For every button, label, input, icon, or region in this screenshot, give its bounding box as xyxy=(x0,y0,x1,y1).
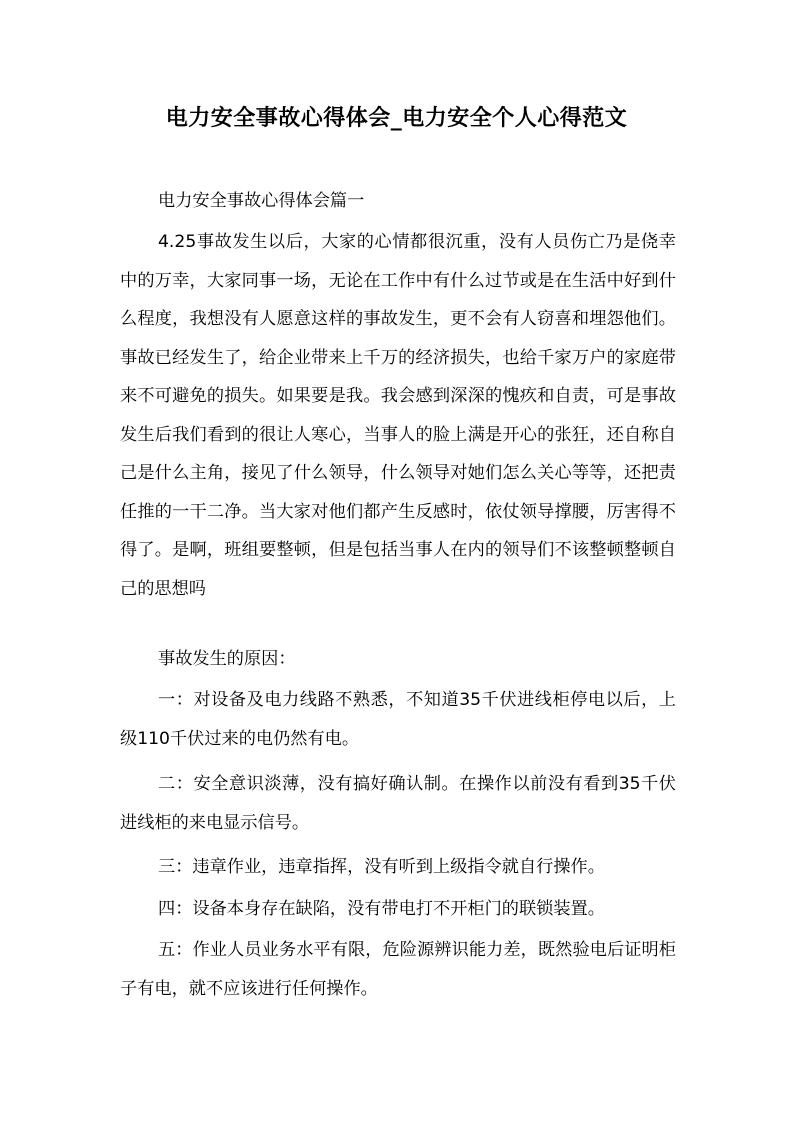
cause-item-3: 三：违章作业，违章指挥，没有听到上级指令就自行操作。 xyxy=(158,857,605,877)
body-paragraph: 4.25事故发生以后，大家的心情都很沉重，没有人员伤亡乃是侥幸中的万幸，大家同事一场，无论在工作中有什么过节或是在生活中好到什么程度，我想没有人愿意这样的事故发生，更不会有人窃喜和埋怨他们。事故已经发生了，给企业带来上千万的经济损失，也给千家万户的家庭带来不可避免的损失。如果要是我。我会感到深深的愧疚和自责，可是事故发生后我们看到的很让人寒心，当事人的脸上满是开心的张狂，还自称自己是什么主角，接见了什么领导，什么领导对她们怎么关心等等，还把责任推的一干二净。当大家对他们都产生反感时，依仗领导撑腰，厉害得不得了。是啊，班组要整顿，但是包括当事人在内的领导们不该整顿整顿自己的思想吗 xyxy=(120,232,676,599)
cause-item-4: 四：设备本身存在缺陷，没有带电打不开柜门的联锁装置。 xyxy=(158,899,605,919)
section-heading: 电力安全事故心得体会篇一 xyxy=(158,191,365,211)
cause-heading: 事故发生的原因： xyxy=(158,649,296,669)
cause-item-1: 一：对设备及电力线路不熟悉，不知道35千伏进线柜停电以后，上级110千伏过来的电仍然有电。 xyxy=(120,690,676,749)
cause-item-2: 二：安全意识淡薄，没有搞好确认制。在操作以前没有看到35千伏进线柜的来电显示信号。 xyxy=(120,774,676,833)
document-title: 电力安全事故心得体会_电力安全个人心得范文 xyxy=(165,106,628,131)
cause-item-5: 五：作业人员业务水平有限，危险源辨识能力差，既然验电后证明柜子有电，就不应该进行任何操作。 xyxy=(120,940,676,999)
